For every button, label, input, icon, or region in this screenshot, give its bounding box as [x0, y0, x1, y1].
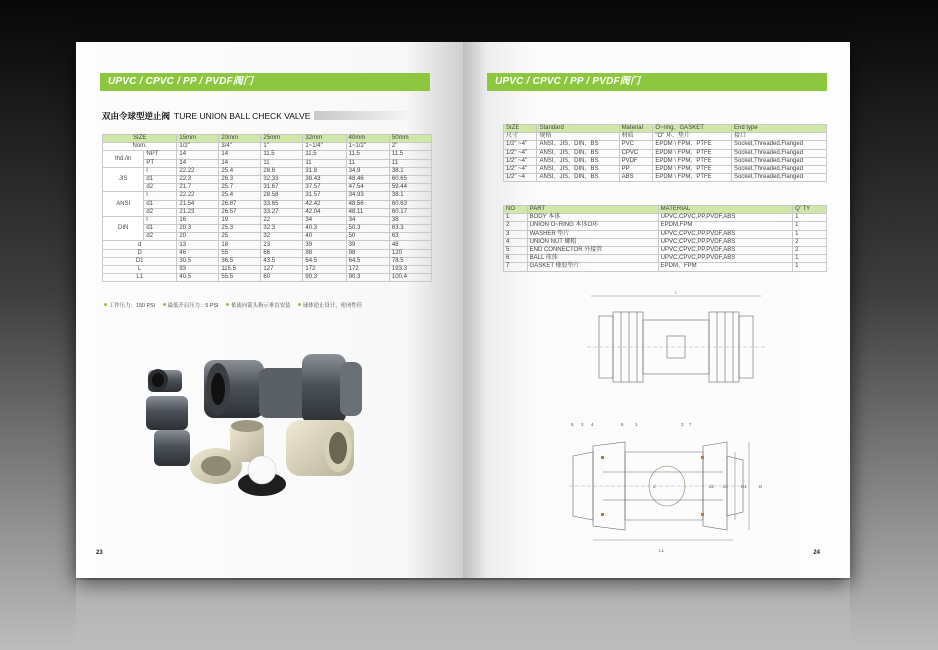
spec-label-cell: L1 [103, 274, 177, 282]
spec-cell: 11.5 [389, 151, 431, 159]
material-header-row [504, 125, 827, 133]
spec-header-row [103, 135, 432, 143]
spec-cell: 48.56 [346, 200, 389, 208]
spec-cell: 193.3 [389, 266, 431, 274]
spec-row [103, 233, 432, 241]
callout-7: 7 [689, 422, 692, 427]
material-cell: Socket,Threaded,Flanged [732, 141, 827, 149]
spec-cell: 172 [346, 266, 389, 274]
parts-cell: UNION NUT 螺帽 [527, 238, 658, 246]
spec-cell: 34 [303, 216, 346, 224]
parts-row [504, 255, 827, 263]
spec-cell: 25.7 [219, 184, 261, 192]
spec-cell: 33.27 [261, 208, 303, 216]
spec-notes [104, 301, 368, 309]
spec-cell: 30.5 [177, 257, 219, 265]
spec-label-cell: d2 [144, 233, 177, 241]
spec-cell: 1" [261, 143, 303, 151]
spec-cell: 46 [177, 249, 219, 257]
parts-cell: UPVC,CPVC,PP,PVDF,ABS [658, 230, 792, 238]
parts-cell: 2 [793, 246, 827, 254]
material-cell: 1/2" ~4 [504, 174, 537, 182]
right-page [463, 42, 850, 578]
left-page [76, 42, 463, 578]
material-header-cell: End type [732, 125, 827, 133]
callout-3: 3 [681, 422, 684, 427]
spec-label-cell: Nom. [103, 143, 177, 151]
parts-row [504, 263, 827, 271]
parts-cell: 5 [504, 246, 528, 254]
spec-nom-row [103, 143, 432, 151]
spec-cell: 14 [219, 159, 261, 167]
parts-cell: 6 [504, 255, 528, 263]
spec-row [103, 175, 432, 183]
spec-cell: 21.7 [177, 184, 219, 192]
catalog-spread [76, 42, 850, 578]
spec-cell: 14 [177, 159, 219, 167]
material-cell: ANSI、JIS、DIN、BS [537, 165, 619, 173]
parts-cell: 1 [793, 230, 827, 238]
spec-cell: 25.3 [219, 225, 261, 233]
parts-table [503, 205, 827, 272]
callout-1: 1 [635, 422, 638, 427]
spec-cell: 120 [389, 249, 431, 257]
spec-cell: 34.9 [346, 167, 389, 175]
valve-exterior-drawing [581, 290, 771, 400]
spec-cell: 32 [261, 233, 303, 241]
spec-cell: 34.93 [346, 192, 389, 200]
material-cell: CPVC [619, 149, 653, 157]
dim-D1: D1 [741, 484, 747, 489]
material-header-cell: 材质 [619, 133, 653, 141]
spec-cell: 22.3 [177, 175, 219, 183]
note-item: 最低开启压力：5 PSI [163, 303, 219, 309]
spec-cell: 3/4" [219, 143, 261, 151]
spec-cell: 11 [346, 159, 389, 167]
material-cell: ANSI、JIS、DIN、BS [537, 149, 619, 157]
spec-cell: 22 [261, 216, 303, 224]
parts-cell: UNION O~RING 本体O环 [527, 222, 658, 230]
parts-header-cell: MATERIAL [658, 206, 792, 214]
spec-row [103, 216, 432, 224]
spec-cell: 25.4 [219, 192, 261, 200]
parts-header-row [504, 206, 827, 214]
parts-cell: 3 [504, 230, 528, 238]
material-cell: 1/2" ~4" [504, 141, 537, 149]
right-page-number: 24 [813, 550, 820, 556]
spec-row [103, 192, 432, 200]
parts-cell: GASKET 橡胶垫片 [527, 263, 658, 271]
material-cell: Socket,Threaded,Flanged [732, 165, 827, 173]
spec-cell: 34 [346, 216, 389, 224]
material-cell: 1/2" ~4" [504, 165, 537, 173]
spec-row [103, 184, 432, 192]
spec-cell: 23 [261, 241, 303, 249]
spec-cell: 59.44 [389, 184, 431, 192]
spec-cell: 26.57 [219, 208, 261, 216]
spec-cell: 20 [177, 233, 219, 241]
material-header-cell: SIZE [504, 125, 537, 133]
spec-cell: 63.3 [389, 225, 431, 233]
spec-cell: 38.1 [389, 167, 431, 175]
material-cell: EPDM \ FPM、PTFE [653, 165, 732, 173]
spec-cell: 31.8 [303, 167, 346, 175]
spec-cell: 19 [219, 216, 261, 224]
spec-cell: 38.43 [303, 175, 346, 183]
note-item: 依流向箭头指示垂直安装 [226, 303, 290, 309]
spec-label-cell: d1 [144, 175, 177, 183]
material-cell: 1/2" ~4" [504, 157, 537, 165]
valve-product-photo [134, 334, 394, 504]
spec-header-cell: 20mm [219, 135, 261, 143]
spec-cell: 48.46 [346, 175, 389, 183]
spec-row [103, 257, 432, 265]
spec-cell: 31.67 [261, 184, 303, 192]
spec-cell: 39 [303, 241, 346, 249]
callout-4: 4 [591, 422, 594, 427]
spec-row [103, 274, 432, 282]
spec-cell: 11.5 [261, 151, 303, 159]
valve-section-drawing [563, 416, 773, 556]
material-cell: PVC [619, 141, 653, 149]
spec-cell: 11.5 [346, 151, 389, 159]
spec-cell: 22.22 [177, 167, 219, 175]
spec-cell: 40.3 [303, 225, 346, 233]
spec-label-cell: l [144, 216, 177, 224]
spec-label-cell: d1 [144, 225, 177, 233]
spec-header-cell: 15mm [177, 135, 219, 143]
spec-header-cell: 25mm [261, 135, 303, 143]
spec-label-cell: PT [144, 159, 177, 167]
dim-d1: d1 [723, 484, 729, 489]
spec-cell: 50 [346, 233, 389, 241]
spec-label-cell: L [103, 266, 177, 274]
spec-cell: 64.5 [346, 257, 389, 265]
spec-cell: 14 [219, 151, 261, 159]
material-cell: EPDM \ FPM、PTFE [653, 157, 732, 165]
spec-row [103, 200, 432, 208]
parts-cell: 1 [793, 263, 827, 271]
dim-D: D [759, 484, 763, 489]
parts-header-cell: PART [527, 206, 658, 214]
spec-cell: 78.5 [389, 257, 431, 265]
material-header-cell: 尺寸 [504, 133, 537, 141]
spec-cell: 11 [303, 159, 346, 167]
parts-cell: 2 [504, 222, 528, 230]
spec-cell: 60 [261, 274, 303, 282]
spec-label-cell: d2 [144, 184, 177, 192]
spec-cell: 48 [389, 241, 431, 249]
spec-header-cell: 32mm [303, 135, 346, 143]
spec-cell: 33.65 [261, 200, 303, 208]
spec-cell: 25.4 [219, 167, 261, 175]
spec-row [103, 249, 432, 257]
note-item: 球体逆止设计，密闭性佳 [298, 303, 362, 309]
spec-cell: 90.3 [303, 274, 346, 282]
spec-cell: 11 [261, 159, 303, 167]
parts-header-cell: NO [504, 206, 528, 214]
parts-cell: BODY 本体 [527, 214, 658, 222]
callout-6: 6 [621, 422, 624, 427]
spec-cell: 39 [346, 241, 389, 249]
spec-cell: 115.5 [219, 266, 261, 274]
left-page-number: 23 [96, 550, 103, 556]
spec-group-cell: thd./in [103, 151, 144, 167]
spec-cell: 28.6 [261, 167, 303, 175]
callout-5: 5 [571, 422, 574, 427]
spec-cell: 55.5 [219, 274, 261, 282]
spec-cell: 20.3 [177, 225, 219, 233]
spec-cell: 60.63 [389, 200, 431, 208]
spec-label-cell: d2 [144, 208, 177, 216]
dim-d: d [653, 484, 656, 489]
spec-cell: 26.87 [219, 200, 261, 208]
material-cell: Socket,Threaded,Flanged [732, 157, 827, 165]
spec-label-cell: d1 [144, 200, 177, 208]
material-cell: Socket,Threaded,Flanged [732, 174, 827, 182]
spec-cell: 43.5 [261, 257, 303, 265]
parts-cell: UPVC,CPVC,PP,PVDF,ABS [658, 214, 792, 222]
spec-cell: 38 [389, 216, 431, 224]
parts-cell: 4 [504, 238, 528, 246]
parts-cell: WASHER 垫片 [527, 230, 658, 238]
spec-group-cell: ANSI [103, 192, 144, 217]
spec-label-cell: NPT [144, 151, 177, 159]
callout-2: 2 [581, 422, 584, 427]
right-header-bar: UPVC / CPVC / PP / PVDF阀门 [487, 73, 827, 91]
parts-cell: 1 [504, 214, 528, 222]
dim-label: L [675, 290, 678, 295]
spec-cell: 50.3 [346, 225, 389, 233]
material-header-cell: Material [619, 125, 653, 133]
parts-cell: END CONNECTOR 外接管 [527, 246, 658, 254]
parts-cell: UPVC,CPVC,PP,PVDF,ABS [658, 255, 792, 263]
spec-cell: 64.5 [303, 257, 346, 265]
product-title [102, 110, 408, 122]
spec-label-cell: D [103, 249, 177, 257]
material-row [504, 174, 827, 182]
spec-row [103, 208, 432, 216]
spec-cell: 60.65 [389, 175, 431, 183]
material-cell: ABS [619, 174, 653, 182]
spec-cell: 21.23 [177, 208, 219, 216]
spec-row [103, 151, 432, 159]
spec-cell: 60.17 [389, 208, 431, 216]
spec-table [102, 134, 432, 282]
parts-row [504, 230, 827, 238]
material-cell: ANSI、JIS、DIN、BS [537, 157, 619, 165]
material-cell: 1/2" ~4" [504, 149, 537, 157]
spec-label-cell: D1 [103, 257, 177, 265]
spec-row [103, 167, 432, 175]
material-header-cell: O~ring、GASKET [653, 125, 732, 133]
spec-row [103, 159, 432, 167]
spec-cell: 2" [389, 143, 431, 151]
material-cell: Socket,Threaded,Flanged [732, 149, 827, 157]
spec-label-cell: l [144, 167, 177, 175]
spec-cell: 93 [177, 266, 219, 274]
spec-header-cell: 40mm [346, 135, 389, 143]
spec-cell: 21.54 [177, 200, 219, 208]
spec-cell: 1~1/2" [346, 143, 389, 151]
spread-reflection [76, 580, 850, 650]
spec-cell: 36.5 [219, 257, 261, 265]
parts-cell: UPVC,CPVC,PP,PVDF,ABS [658, 238, 792, 246]
spec-cell: 18 [219, 241, 261, 249]
parts-cell: 1 [793, 214, 827, 222]
spec-cell: 90.3 [346, 274, 389, 282]
parts-cell: 2 [793, 238, 827, 246]
material-cell: ANSI、JIS、DIN、BS [537, 141, 619, 149]
spec-cell: 22.22 [177, 192, 219, 200]
dim-d2: d2 [709, 484, 715, 489]
spec-cell: 40.5 [177, 274, 219, 282]
spec-cell: 13 [177, 241, 219, 249]
spec-cell: 26.3 [219, 175, 261, 183]
material-row [504, 157, 827, 165]
material-row [504, 165, 827, 173]
spec-group-cell: JIS [103, 167, 144, 192]
spec-cell: 25 [219, 233, 261, 241]
spec-row [103, 225, 432, 233]
material-header-cell: Standard [537, 125, 619, 133]
material-header-cell: 规格 [537, 133, 619, 141]
spec-cell: 14 [177, 151, 219, 159]
parts-cell: EPDM,FPM [658, 222, 792, 230]
material-header-cell: 接口 [732, 133, 827, 141]
spec-cell: 98 [346, 249, 389, 257]
material-cell: PVDF [619, 157, 653, 165]
spec-cell: 55 [219, 249, 261, 257]
parts-row [504, 246, 827, 254]
material-cell: ANSI、JIS、DIN、BS [537, 174, 619, 182]
spec-cell: 16 [177, 216, 219, 224]
spec-cell: 63 [389, 233, 431, 241]
spec-cell: 1/2" [177, 143, 219, 151]
spec-cell: 127 [261, 266, 303, 274]
spec-cell: 37.57 [303, 184, 346, 192]
spec-group-cell: DIN [103, 216, 144, 241]
spec-cell: 31.57 [303, 192, 346, 200]
spec-row [103, 241, 432, 249]
spec-cell: 42.42 [303, 200, 346, 208]
spec-cell: 32.3 [261, 225, 303, 233]
spec-label-cell: l [144, 192, 177, 200]
spec-label-cell: d [103, 241, 177, 249]
material-cell: PP [619, 165, 653, 173]
spec-cell: 28.58 [261, 192, 303, 200]
material-header-cell: "O" 环、垫片 [653, 133, 732, 141]
parts-cell: 7 [504, 263, 528, 271]
parts-cell: 1 [793, 222, 827, 230]
spec-header-cell: SIZE [103, 135, 177, 143]
title-underline [314, 111, 408, 120]
parts-cell: UPVC,CPVC,PP,PVDF,ABS [658, 246, 792, 254]
spec-cell: 98 [303, 249, 346, 257]
material-cell: EPDM \ FPM、PTFE [653, 141, 732, 149]
parts-cell: EPDM、FPM [658, 263, 792, 271]
spec-cell: 48.11 [346, 208, 389, 216]
parts-row [504, 214, 827, 222]
spec-cell: 38.1 [389, 192, 431, 200]
material-subheader-row [504, 133, 827, 141]
dim-L1: L1 [659, 548, 665, 553]
spec-cell: 100.4 [389, 274, 431, 282]
spec-row [103, 266, 432, 274]
spec-header-cell: 50mm [389, 135, 431, 143]
spec-cell: 11 [389, 159, 431, 167]
parts-row [504, 238, 827, 246]
spec-cell: 1~1/4" [303, 143, 346, 151]
spec-cell: 172 [303, 266, 346, 274]
product-title-cn: 双由令球型逆止阀 [102, 111, 171, 121]
parts-cell: 1 [793, 255, 827, 263]
spec-cell: 11.5 [303, 151, 346, 159]
note-item: 工作压力：150 PSI [104, 303, 155, 309]
product-title-en: TURE UNION BALL CHECK VALVE [174, 111, 311, 121]
material-cell: EPDM \ FPM、PTFE [653, 174, 732, 182]
material-row [504, 149, 827, 157]
material-row [504, 141, 827, 149]
parts-cell: BALL 球体 [527, 255, 658, 263]
material-table [503, 124, 827, 182]
parts-row [504, 222, 827, 230]
parts-header-cell: Q' TY [793, 206, 827, 214]
left-header-bar: UPVC / CPVC / PP / PVDF阀门 [100, 73, 430, 91]
spec-cell: 47.54 [346, 184, 389, 192]
spec-cell: 32.33 [261, 175, 303, 183]
spec-cell: 42.04 [303, 208, 346, 216]
material-cell: EPDM \ FPM、PTFE [653, 149, 732, 157]
spec-cell: 66 [261, 249, 303, 257]
spec-cell: 40 [303, 233, 346, 241]
